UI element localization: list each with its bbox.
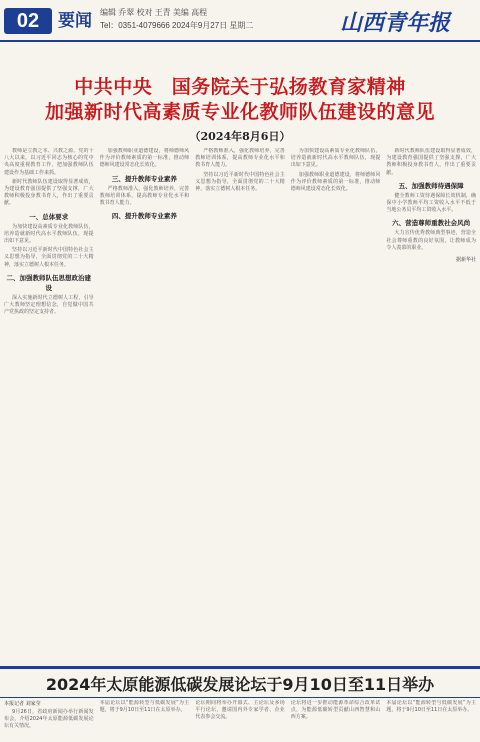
- article-paragraph: 坚持以习近平新时代中国特色社会主义思想为指导，全面贯彻党的二十大精神，落实立德树人根本任务。: [4, 247, 94, 268]
- article-subhead: 二、加强教师队伍思想政治建设: [6, 273, 92, 292]
- article-column: [291, 148, 381, 662]
- article-paragraph: 为加快建设高素质专业化教师队伍，培养造就新时代高水平教师队伍，现提出如下意见。: [290, 148, 381, 169]
- article-body: [4, 148, 476, 662]
- section-divider: [0, 666, 480, 669]
- article-paragraph: 教师是立教之本、兴教之源。党的十八大以来，以习近平同志为核心的党中央高度重视教育工作，把加强教师队伍建设作为基础工作来抓。: [4, 148, 94, 176]
- article-column: [100, 148, 190, 662]
- article-paragraph: 健全教师工资待遇保障长效机制，确保中小学教师平均工资收入水平不低于当地公务员平均工资收入水平。: [386, 192, 476, 214]
- section-title: 要闻: [58, 11, 92, 31]
- article-paragraph: 本届论坛以“能源转型与低碳发展”为主题，将于9月10日至11日在太原举办。: [99, 700, 190, 714]
- article-paragraph: 新时代教师队伍建设取得显著成效，为建设教育强国提供了坚强支撑，广大教师积极投身教书育人，作出了重要贡献。: [386, 148, 476, 176]
- article-date: （2024年8月6日）: [189, 130, 291, 143]
- masthead: [0, 0, 480, 42]
- article-byline: 据新华社: [455, 257, 476, 264]
- article-subhead: 六、营造尊师重教社会风尚: [392, 219, 471, 228]
- article-paragraph: 深入实施新时代立德树人工程，引导广大教师坚定理想信念，自觉做中国共产党执政的坚定支持者。: [4, 294, 94, 316]
- article-paragraph: 加强教师职业道德建设，将师德师风作为评价教师素质的第一标准，推动师德师风建设常态化长效化。: [99, 148, 190, 169]
- editors-line: 编辑 乔翠 校对 王青 美编 高程: [100, 8, 208, 17]
- article-paragraph: 本届论坛以“能源转型与低碳发展”为主题，将于9月10日至11日在太原举办。: [386, 700, 476, 714]
- article-paragraph: 严格教师准入，强化教师培养，完善教师培训体系，提高教师专业化水平和教书育人能力。: [99, 185, 190, 207]
- article-column: [291, 700, 381, 742]
- second-article-body: [4, 700, 476, 742]
- reporter-byline: 本报记者 刘家莹: [4, 701, 41, 707]
- article-paragraph: 新时代教师队伍建设取得显著成效，为建设教育强国提供了坚强支撑，广大教师积极投身教书育人，作出了重要贡献。: [4, 178, 94, 207]
- page-number: 02: [4, 8, 52, 34]
- article-column: [195, 700, 285, 742]
- newspaper-logo: 山西青年报: [339, 10, 450, 36]
- article-paragraph: 9月26日，省政府新闻办举行新闻发布会，介绍2024年太原能源低碳发展论坛有关情况。: [4, 709, 94, 730]
- article-column: [100, 700, 190, 742]
- article-subhead: 四、提升教师专业素养: [111, 212, 177, 221]
- article-paragraph: 严格教师准入，强化教师培养，完善教师培训体系，提高教师专业化水平和教书育人能力。: [195, 148, 285, 169]
- article-subhead: 一、总体要求: [29, 212, 69, 221]
- article-column: [4, 700, 94, 742]
- article-paragraph: 论坛将进一步推动能源革命综合改革试点，为能源低碳转型贡献山西智慧和山西方案。: [290, 700, 381, 721]
- article-paragraph: 论坛期间将举办开幕式、主论坛及多场平行论坛，邀请国内外专家学者、企业代表参会交流。: [195, 700, 285, 721]
- article-headline-line1: 中共中央 国务院关于弘扬教育家精神: [74, 76, 406, 98]
- article-paragraph: 加强教师职业道德建设，将师德师风作为评价教师素质的第一标准，推动师德师风建设常态化长效化。: [290, 171, 381, 193]
- second-article-headline: 2024年太原能源低碳发展论坛于9月10日至11日举办: [45, 675, 435, 694]
- headline-underline: [0, 697, 480, 698]
- hotline-date: Tel：0351-4079666 2024年9月27日 星期二: [100, 21, 254, 30]
- article-column: [386, 700, 476, 742]
- article-column: [195, 148, 285, 662]
- article-paragraph: 大力宣传优秀教师典型事迹，营造全社会尊师重教的良好氛围，让教师成为令人羡慕的职业。: [386, 230, 476, 251]
- article-subhead: 三、提升教师专业素养: [111, 174, 177, 183]
- article-paragraph: 为加快建设高素质专业化教师队伍，培养造就新时代高水平教师队伍，现提出如下意见。: [4, 223, 94, 245]
- article-subhead: 五、加强教师待遇保障: [398, 181, 464, 190]
- article-headline-line2: 加强新时代高素质专业化教师队伍建设的意见: [44, 101, 435, 123]
- article-paragraph: 坚持以习近平新时代中国特色社会主义思想为指导，全面贯彻党的二十大精神，落实立德树人根本任务。: [195, 171, 285, 193]
- article-column: [386, 148, 476, 662]
- article-column: [4, 148, 94, 662]
